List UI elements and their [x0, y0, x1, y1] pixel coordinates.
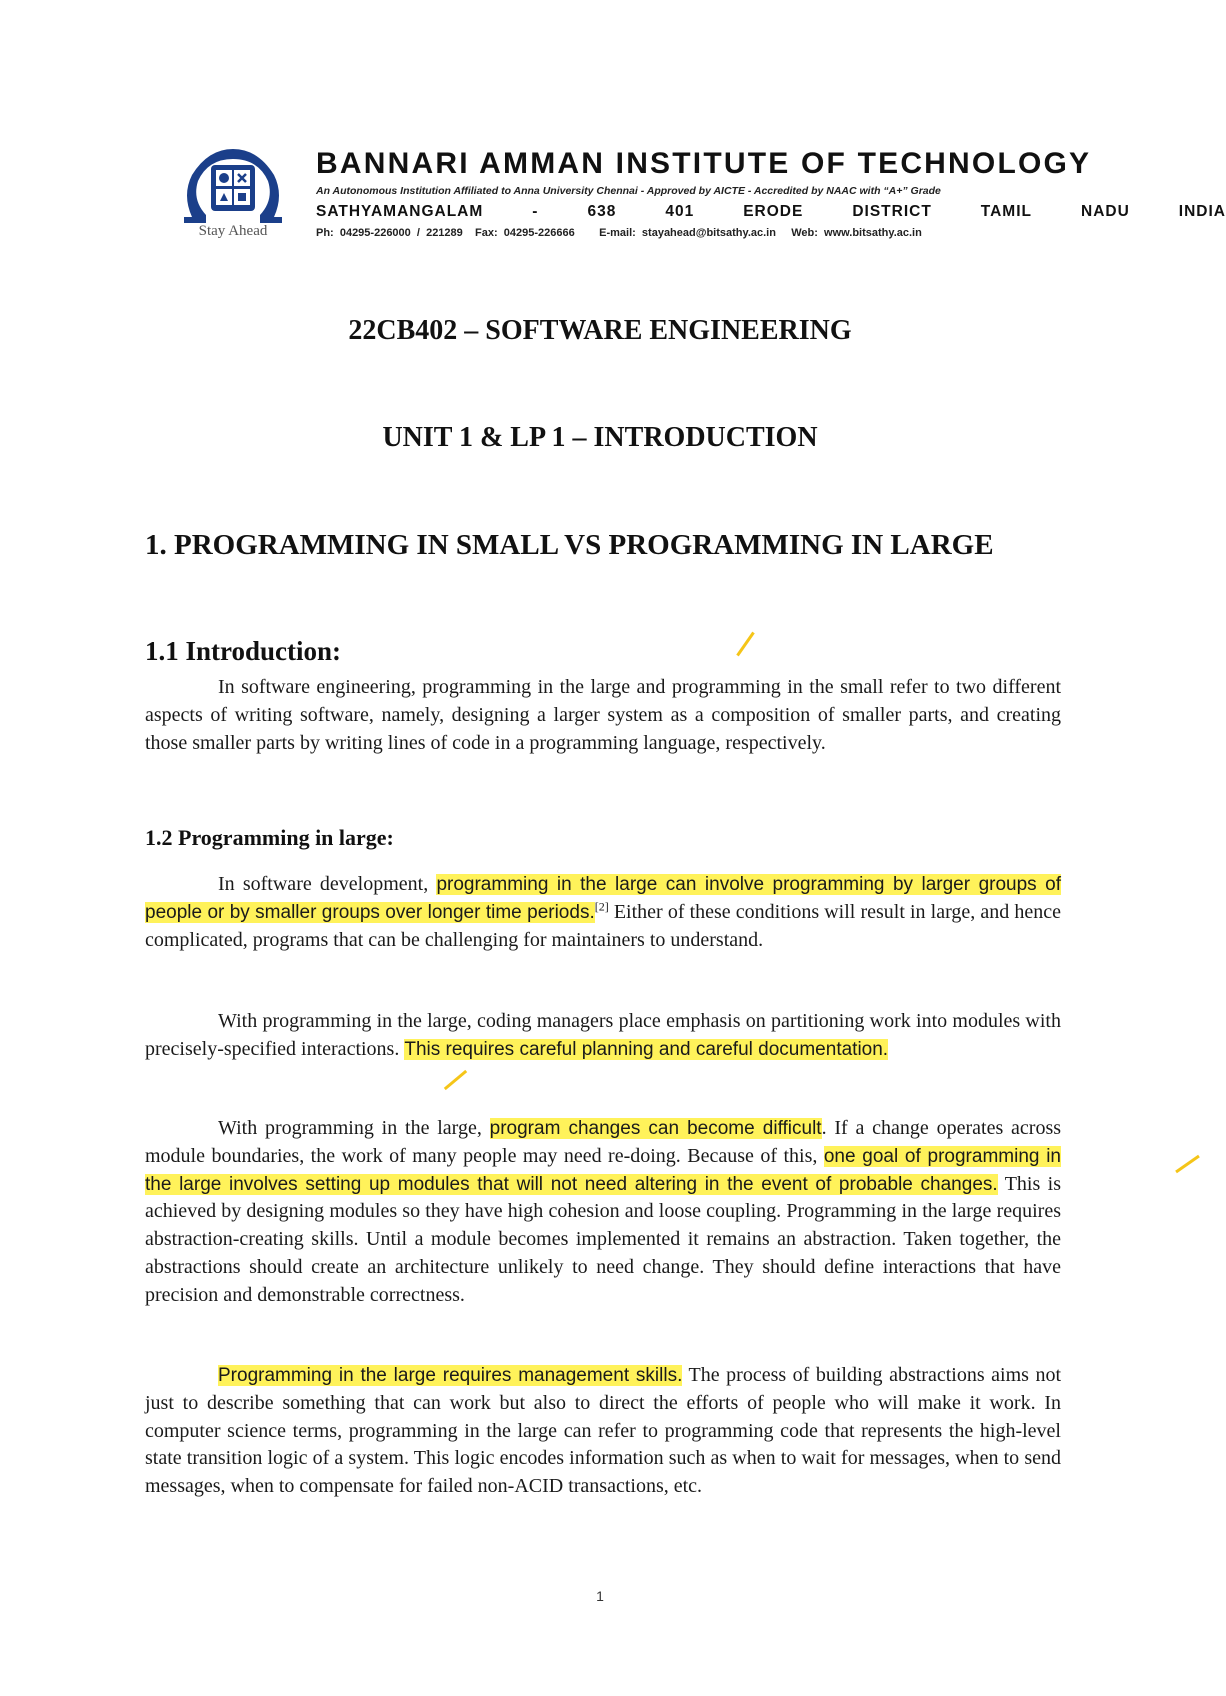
address-part: TAMIL: [980, 203, 1032, 220]
large-paragraph-1: [145, 871, 1061, 954]
large-paragraph-3: [145, 1115, 1061, 1310]
p3-text-after: This is achieved by designing modules so they have high cohesion and loose coupling. Programming in the large requires abstraction-creating skills. Until a module becomes implemented it remains an abstraction. Taken together, the abstractions should create an architecture unlikely to need change. They should define interactions that have precision and demonstrable correctness.: [145, 1172, 1061, 1306]
address-part: SATHYAMANGALAM: [316, 203, 484, 220]
p1-highlight: programming in the large can involve programming by larger groups of people or by smaller groups over longer time periods.: [145, 874, 1061, 923]
course-title: 22CB402 – SOFTWARE ENGINEERING: [348, 315, 852, 346]
p1-text: In software development,: [218, 873, 437, 895]
p4-highlight: Programming in the large requires management skills.: [218, 1365, 683, 1386]
section-heading: 1. PROGRAMMING IN SMALL VS PROGRAMMING IN LARGE: [145, 529, 994, 561]
letterhead: [178, 145, 1226, 255]
large-paragraph-4: [145, 1362, 1061, 1501]
page-number: 1: [596, 1588, 604, 1604]
institute-address: [316, 203, 1226, 221]
intro-heading: 1.1 Introduction:: [145, 636, 342, 666]
address-part: NADU: [1081, 203, 1130, 220]
pen-mark-icon: [736, 632, 755, 657]
p3-text: With programming in the large,: [218, 1117, 490, 1139]
intro-paragraph: [145, 674, 1061, 757]
intro-text: In software engineering, programming in the large and programming in the small refer to two different aspects of writing software, namely, designing a larger system as a composition of smaller parts, and creating those smaller parts by writing lines of code in a programming language, respectively.: [145, 676, 1061, 754]
large-paragraph-2: [145, 1008, 1061, 1064]
institute-contact: Ph: 04295-226000 / 221289 Fax: 04295-226666 E-mail: stayahead@bitsathy.ac.in Web: www.bitsathy.ac.in: [316, 227, 922, 239]
logo-tagline: Stay Ahead: [198, 223, 268, 239]
p2-highlight: This requires careful planning and careful documentation.: [404, 1038, 889, 1060]
p3-highlight-1: program changes can become difficult: [489, 1118, 822, 1139]
p2-text: With programming in the large, coding managers place emphasis on partitioning work into modules with precisely-specified interactions.: [145, 1010, 1061, 1060]
institute-name: BANNARI AMMAN INSTITUTE OF TECHNOLOGY: [316, 147, 1092, 180]
pen-mark-icon: [444, 1070, 467, 1090]
institute-logo: [178, 145, 288, 255]
address-part: 638: [587, 203, 617, 220]
institute-affiliation: An Autonomous Institution Affiliated to Anna University Chennai - Approved by AICTE - Accredited by NAAC with “A+” Grade: [316, 185, 941, 197]
large-heading: 1.2 Programming in large:: [145, 825, 394, 850]
address-part: 401: [665, 203, 695, 220]
p3-text-middle: . If a change operates across module boundaries, the work of many people may need re-doing. Because of this,: [145, 1117, 1062, 1167]
unit-title: UNIT 1 & LP 1 – INTRODUCTION: [382, 422, 818, 453]
pen-mark-icon: [1175, 1155, 1200, 1174]
p1-citation: [2]: [594, 899, 609, 914]
address-part: DISTRICT: [852, 203, 932, 220]
p1-text-after: Either of these conditions will result in large, and hence complicated, programs that can be challenging for maintainers to understand.: [145, 900, 1062, 951]
p3-highlight-2: one goal of programming in the large involves setting up modules that will not need altering in the event of probable changes.: [145, 1145, 1061, 1195]
address-part: -: [532, 203, 539, 220]
p4-text: The process of building abstractions aims not just to describe something that can work but also to direct the efforts of people who will make it work. In computer science terms, programming in the large can refer to programming code that represents the high-level state transition logic of a system. This logic encodes information such as when to wait for messages, when to send messages, when to compensate for failed non-ACID transactions, etc.: [145, 1364, 1061, 1498]
address-part: ERODE: [743, 203, 804, 220]
address-part: INDIA: [1178, 203, 1226, 220]
